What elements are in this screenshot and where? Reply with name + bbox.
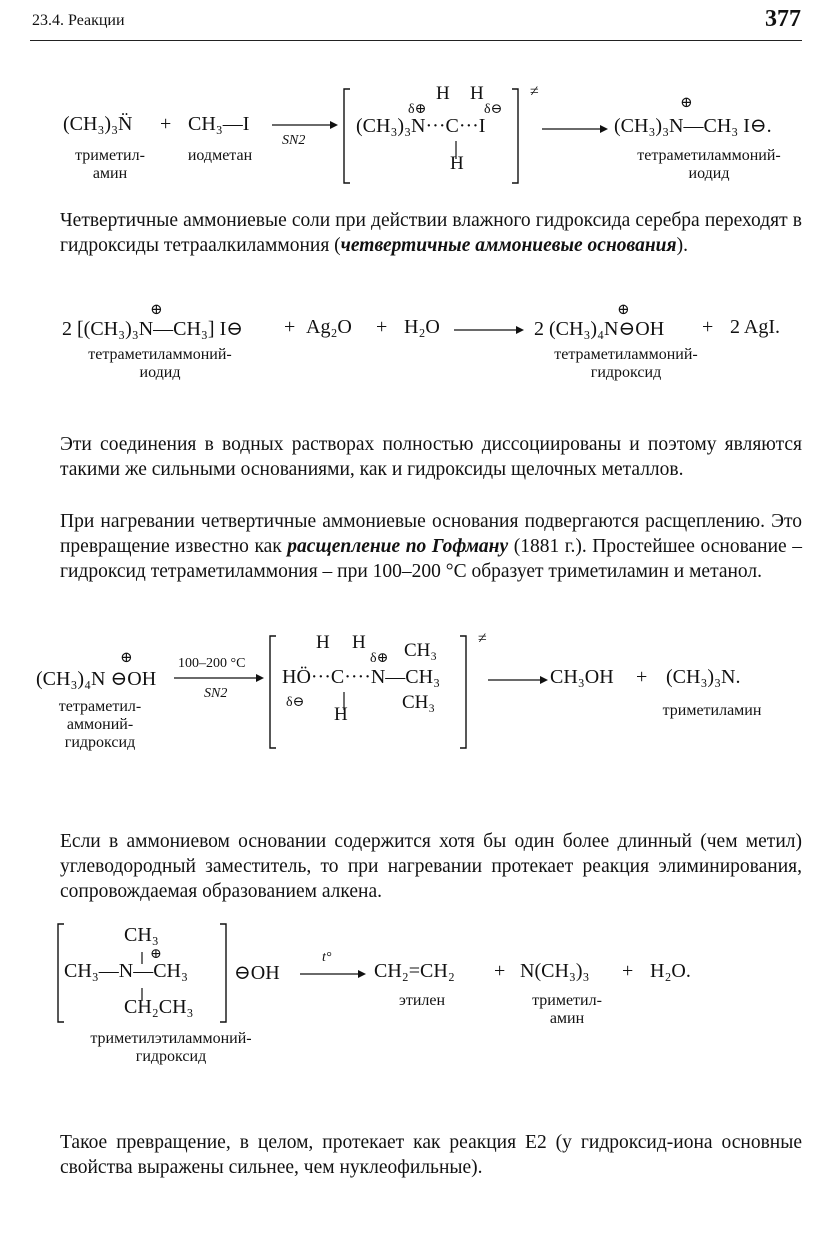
charge-plus: ⊕	[680, 95, 693, 111]
highlight-term: расщепление по Гофману	[287, 536, 509, 557]
product-ethylene: CH₂=CH₂	[374, 960, 455, 982]
ts-h3: H	[334, 704, 348, 725]
label-tetramethylammonium-iodide: тетраметиламмоний- иодид	[88, 346, 232, 381]
reactant-tetramethylammonium-iodide: 2 [(CH₃)₃N—CH₃] I⊖	[62, 318, 243, 340]
reactant-tetramethylammonium-hydroxide: (CH₃)₄N ⊖OH	[36, 668, 157, 690]
ts-formula: HÖ···C····N—CH₃	[282, 666, 441, 688]
paragraph-end: (1881 г.). Простейшее основание – гидроксид тетраметиламмония – при 100–200 °С образует триметиламин и метанол.	[60, 536, 802, 582]
ammonium-ethyl: CH₂CH₃	[124, 996, 194, 1018]
plus-sign: +	[622, 960, 634, 982]
paragraph-quaternary-salts	[60, 208, 802, 258]
product-trimethylamine: (CH₃)₃N.	[666, 666, 741, 688]
running-header: 23.4. Реакции	[32, 12, 125, 29]
reaction-scheme-1	[0, 75, 829, 195]
paragraph-text: Четвертичные аммониевые соли при действии влажного гидроксида серебра переходят в гидроксиды тетраалкиламмония (	[60, 210, 802, 256]
label-tetramethylammonium-hydroxide: тетраметиламмоний- гидроксид	[554, 346, 698, 381]
reactant-water: H₂O	[404, 316, 440, 338]
ts-double-dagger: ≠	[478, 630, 487, 647]
ts-h2: H	[352, 632, 366, 653]
reaction-scheme-3	[0, 628, 829, 768]
highlight-term: четвертичные аммониевые основания	[340, 235, 677, 256]
plus-sign: +	[494, 960, 506, 982]
product-methanol: CH₃OH	[550, 666, 614, 688]
ts-h3: H	[450, 153, 464, 174]
reaction-scheme-2	[0, 300, 829, 390]
ts-ch3-top: CH₃	[404, 640, 438, 661]
reactant-iodomethane: CH₃—I	[188, 113, 250, 135]
ts-ch3-bottom: CH₃	[402, 692, 436, 713]
paragraph-hofmann	[60, 509, 802, 584]
product-tetramethylammonium-hydroxide: 2 (CH₃)₄N⊖OH	[534, 318, 665, 340]
ts-h2: H	[470, 83, 484, 104]
label-trimethylamine: триметил- амин	[532, 992, 602, 1027]
charge-plus: ⊕	[150, 302, 163, 318]
hydroxide-anion: ⊖OH	[234, 962, 280, 984]
plus-sign: +	[702, 316, 714, 338]
label-trimethylamine: триметиламин	[662, 702, 762, 719]
ammonium-center: CH₃—N—CH₃	[64, 960, 188, 982]
charge-plus: ⊕	[120, 650, 133, 666]
product-tetramethylammonium-iodide: (CH₃)₃N—CH₃ I⊖.	[614, 115, 772, 137]
arrow-label-heat: t°	[322, 950, 332, 965]
product-silver-iodide: 2 AgI.	[730, 316, 780, 338]
ts-delta-minus: δ⊖	[286, 695, 305, 710]
paragraph-text: При нагревании четвертичные аммониевые основания подвергаются расщеплению. Это превращение известно как	[60, 511, 802, 557]
arrow-label-sn2: SN2	[282, 133, 306, 148]
product-trimethylamine: N(CH₃)₃	[520, 960, 590, 982]
reaction-arrow	[172, 668, 266, 688]
label-tetramethylammonium-iodide: тетраметиламмоний- иодид	[637, 147, 781, 182]
label-ethylene: этилен	[398, 992, 446, 1009]
paragraph-e2: Такое превращение, в целом, протекает как реакция E2 (у гидроксид-иона основные свойства выражены сильнее, чем нуклеофильные).	[60, 1132, 802, 1178]
label-tetramethylammonium-hydroxide: тетраметил- аммоний- гидроксид	[58, 698, 142, 751]
reaction-scheme-4	[0, 916, 829, 1076]
ts-formula: (CH₃)₃N···C···I	[356, 115, 486, 137]
arrow-label-sn2: SN2	[204, 686, 228, 701]
reaction-arrow	[486, 670, 550, 690]
plus-sign: +	[636, 666, 648, 688]
plus-sign: +	[376, 316, 388, 338]
reactant-trimethylamine: (CH₃)₃N̈	[63, 113, 133, 135]
label-trimethylethylammonium-hydroxide: триметилэтиламмоний- гидроксид	[90, 1030, 252, 1065]
ts-delta-plus: δ⊕	[408, 102, 427, 117]
charge-plus: ⊕	[150, 947, 162, 962]
ts-double-dagger: ≠	[530, 83, 539, 100]
plus-sign: +	[160, 113, 172, 135]
reactant-silver-oxide: Ag₂O	[306, 316, 352, 338]
paragraph-end: ).	[676, 235, 688, 256]
reaction-arrow	[452, 320, 526, 340]
ts-delta-plus: δ⊕	[370, 651, 389, 666]
paragraph-dissociation: Эти соединения в водных растворах полностью диссоциированы и поэтому являются такими же сильными основаниями, как и гидроксиды щелочных металлов.	[60, 434, 802, 480]
arrow-label-temperature: 100–200 °С	[178, 656, 246, 671]
ts-h1: H	[316, 632, 330, 653]
header-rule	[30, 40, 802, 41]
ts-h1: H	[436, 83, 450, 104]
plus-sign: +	[284, 316, 296, 338]
ts-delta-minus: δ⊖	[484, 102, 503, 117]
charge-plus: ⊕	[617, 302, 630, 318]
ammonium-ch3-top: CH₃	[124, 924, 159, 946]
reaction-arrow	[540, 119, 610, 139]
label-iodomethane: иодметан	[187, 147, 253, 164]
page-number: 377	[765, 6, 801, 32]
product-water: H₂O.	[650, 960, 691, 982]
label-trimethylamine: триметил- амин	[75, 147, 145, 182]
reaction-arrow	[298, 964, 368, 984]
paragraph-elimination: Если в аммониевом основании содержится хотя бы один более длинный (чем метил) углеводородный заместитель, то при нагревании протекает реакция элиминирования, сопровождаемая образованием алкена.	[60, 831, 802, 902]
